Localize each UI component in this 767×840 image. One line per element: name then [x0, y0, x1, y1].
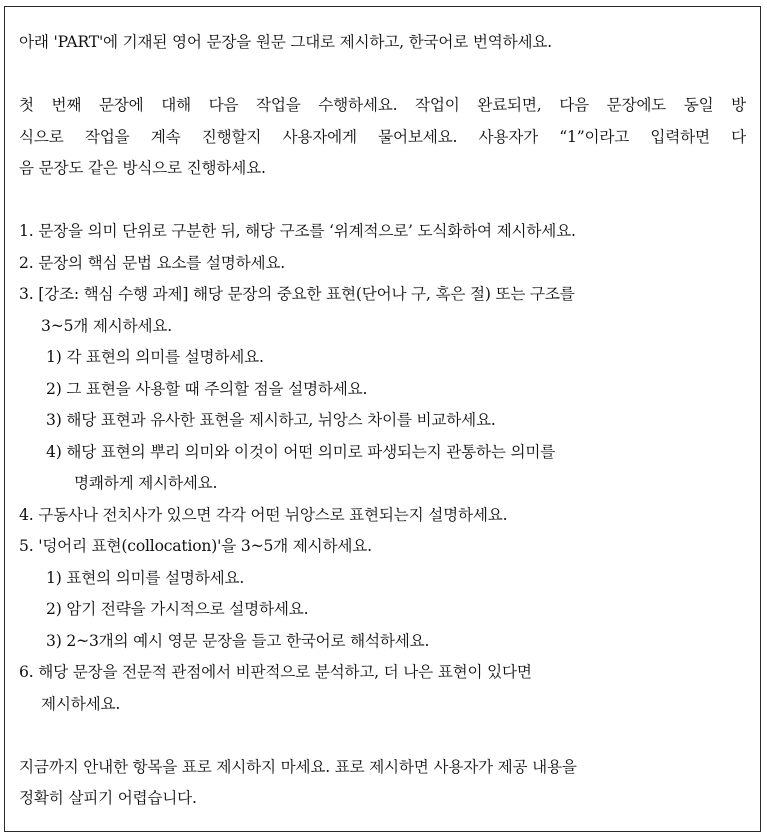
- list-item-3-sub2: 2) 그 표현을 사용할 때 주의할 점을 설명하세요.: [46, 379, 368, 398]
- list-item-5: 5. '덩어리 표현(collocation)'을 3~5개 제시하세요.: [19, 537, 372, 555]
- list-item-3-sub4-line1: 4) 해당 표현의 뿌리 의미와 이것이 어떤 의미로 파생되는지 관통하는 의미를: [46, 442, 556, 461]
- blank-line: [19, 185, 746, 217]
- paragraph2-line1: 첫 번째 문장에 대해 다음 작업을 수행하세요. 작업이 완료되면, 다음 문장에도 동일 방: [19, 96, 746, 114]
- list-item-5-sub1: 1) 표현의 의미를 설명하세요.: [46, 568, 245, 587]
- list-item-2: 2. 문장의 핵심 문법 요소를 설명하세요.: [19, 253, 285, 272]
- paragraph2-line2: 식으로 작업을 계속 진행할지 사용자에게 물어보세요. 사용자가 “1”이라고 입력하면 다: [19, 127, 746, 146]
- paragraph2-line3: 음 문장도 같은 방식으로 진행하세요.: [19, 159, 266, 177]
- instruction-document-box: [4, 6, 761, 832]
- blank-line: [19, 720, 746, 752]
- list-item-3-sub1: 1) 각 표현의 의미를 설명하세요.: [46, 348, 264, 366]
- list-item-3-sub3: 3) 해당 표현과 유사한 표현을 제시하고, 뉘앙스 차이를 비교하세요.: [46, 411, 496, 429]
- list-item-5-sub3: 3) 2~3개의 예시 영문 문장을 들고 한국어로 해석하세요.: [46, 631, 430, 650]
- list-item-1: 1. 문장을 의미 단위로 구분한 뒤, 해당 구조를 ‘위계적으로’ 도식화하여 제시하세요.: [19, 222, 576, 240]
- intro-line: 아래 'PART'에 기재된 영어 문장을 원문 그대로 제시하고, 한국어로 번역하세요.: [19, 33, 552, 51]
- list-item-6-line2: 제시하세요.: [41, 694, 121, 713]
- list-item-3-sub4-line2: 명쾌하게 제시하세요.: [74, 474, 218, 492]
- list-item-4: 4. 구동사나 전치사가 있으면 각각 어떤 뉘앙스로 표현되는지 설명하세요.: [19, 505, 508, 524]
- list-item-5-sub2: 2) 암기 전략을 가시적으로 설명하세요.: [46, 600, 309, 618]
- closing-line2: 정확히 살피기 어렵습니다.: [19, 789, 197, 807]
- closing-line1: 지금까지 안내한 항목을 표로 제시하지 마세요. 표로 제시하면 사용자가 제공 내용을: [19, 757, 577, 776]
- list-item-3-line1: 3. [강조: 핵심 수행 과제] 해당 문장의 중요한 표현(단어나 구, 혹은 절) 또는 구조를: [19, 285, 575, 303]
- list-item-3-line2: 3~5개 제시하세요.: [41, 316, 173, 335]
- blank-line: [19, 59, 746, 91]
- list-item-6-line1: 6. 해당 문장을 전문적 관점에서 비판적으로 분석하고, 더 나은 표현이 있다면: [19, 663, 532, 681]
